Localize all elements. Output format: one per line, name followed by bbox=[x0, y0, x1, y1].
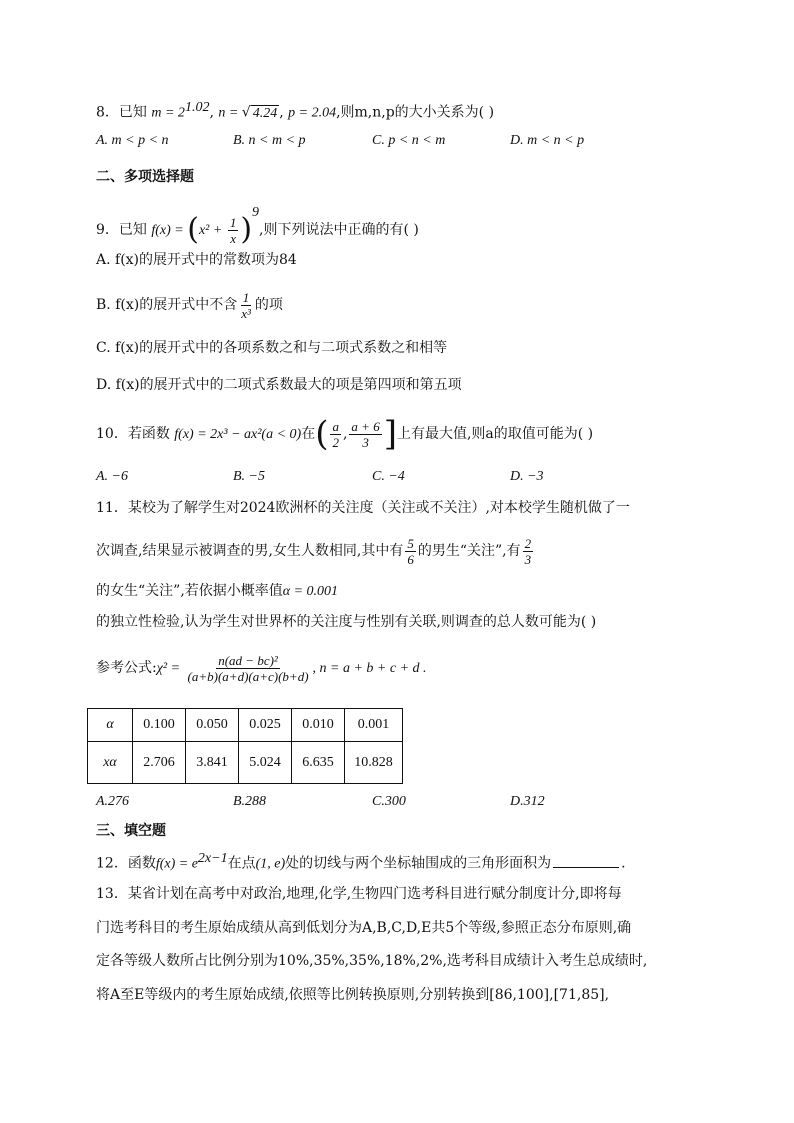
fraction-numerator: 2 bbox=[524, 535, 532, 551]
section-heading: 二、多项选择题 bbox=[96, 169, 194, 185]
math-expression: p = 2.04 bbox=[288, 105, 337, 121]
math-exponent: 1.02 bbox=[184, 100, 210, 115]
table-cell: 3.841 bbox=[186, 742, 239, 784]
table-cell: 5.024 bbox=[239, 742, 292, 784]
option-c[interactable]: C. −4 bbox=[372, 469, 405, 484]
fraction-numerator: a bbox=[332, 418, 339, 434]
question-text: 在点 bbox=[227, 855, 256, 872]
fraction-denominator: x bbox=[230, 230, 236, 246]
table-row bbox=[88, 742, 403, 784]
table-cell: 0.010 bbox=[292, 709, 345, 742]
fraction-denominator: x³ bbox=[241, 305, 251, 321]
option-c[interactable]: C.300 bbox=[372, 794, 406, 809]
answer-blank[interactable] bbox=[553, 853, 619, 868]
question-text: 在 bbox=[301, 426, 316, 442]
table-cell: 0.025 bbox=[239, 709, 292, 742]
option-a[interactable]: A.276 bbox=[96, 794, 130, 809]
question-number: 10． bbox=[96, 426, 128, 442]
question-13-text: 13．某省计划在高考中对政治,地理,化学,生物四门选考科目进行赋分制度计分,即将每 bbox=[96, 886, 622, 902]
question-9: 9．已知 f(x) = (x² + $\frac{1}{x}$ )$^9$,则下列说法中正确的有( ) bbox=[96, 205, 419, 247]
option-b[interactable]: B. −5 bbox=[233, 469, 265, 484]
option-b[interactable]: B. n < m < p bbox=[233, 133, 306, 148]
question-12 bbox=[96, 849, 626, 875]
option-b[interactable] bbox=[96, 288, 283, 322]
question-text: 处的切线与两个坐标轴围成的三角形面积为 bbox=[285, 855, 552, 872]
question-13-text: 门选考科目的考生原始成绩从高到低划分为A,B,C,D,E共5个等级,参照正态分布原则,确 bbox=[96, 920, 632, 936]
question-11-text bbox=[96, 581, 338, 602]
fraction-denominator: 3 bbox=[524, 551, 532, 567]
math-expression: f(x) = 2x³ − ax²(a < 0) bbox=[174, 427, 302, 442]
critical-value-table bbox=[87, 708, 403, 784]
math-expression: (1, e) bbox=[255, 856, 286, 872]
table-cell: 0.100 bbox=[133, 709, 186, 742]
question-text: 的女生“关注”,若依据小概率值 bbox=[96, 583, 283, 599]
fraction-denominator: 6 bbox=[407, 551, 414, 567]
option-b[interactable]: B.288 bbox=[233, 794, 267, 809]
fraction-numerator: n(ad − bc)² bbox=[218, 652, 278, 668]
question-8-options bbox=[96, 131, 696, 151]
option-text: 的项 bbox=[254, 297, 283, 313]
question-13-text: 将A至E等级内的考生原始成绩,依照等比例转换原则,分别转换到[86,100],[71,85], bbox=[96, 987, 610, 1003]
question-text: 次调查,结果显示被调查的男,女生人数相同,其中有 bbox=[96, 543, 404, 559]
math-expression: χ² = bbox=[156, 661, 184, 676]
table-row bbox=[88, 709, 403, 742]
question-text: 上有最大值,则a的取值可能为( ) bbox=[396, 426, 594, 442]
question-10-options bbox=[96, 467, 696, 487]
table-header-cell: xα bbox=[88, 742, 133, 784]
option-d[interactable]: D. f(x)的展开式中的二项式系数最大的项是第四项和第五项 bbox=[96, 377, 462, 393]
math-expression: f(x) = bbox=[151, 223, 188, 238]
option-d[interactable]: D. m < n < p bbox=[510, 133, 585, 148]
fraction-denominator: 2 bbox=[332, 434, 339, 450]
fraction-numerator: 1 bbox=[229, 214, 237, 230]
math-expression: , n = a + b + c + d . bbox=[312, 661, 427, 676]
option-d[interactable]: D. −3 bbox=[510, 469, 544, 484]
section-heading: 三、填空题 bbox=[96, 823, 166, 839]
math-exponent: 9 bbox=[252, 205, 260, 220]
math-expression: α = 0.001 bbox=[282, 584, 339, 599]
question-text: 则下列说法中正确的有( ) bbox=[263, 222, 419, 238]
fraction-numerator: a + 6 bbox=[351, 418, 380, 434]
question-text: 若函数 bbox=[127, 426, 170, 442]
question-text: . bbox=[621, 855, 626, 872]
table-cell: 0.050 bbox=[186, 709, 239, 742]
option-text: B. f(x)的展开式中不含 bbox=[96, 297, 238, 313]
question-text: 则m,n,p的大小关系为( ) bbox=[340, 104, 495, 121]
fraction-denominator: 3 bbox=[362, 434, 369, 450]
math-radicand: 4.24 bbox=[252, 105, 278, 121]
question-number: 9． bbox=[96, 222, 119, 238]
option-d[interactable]: D.312 bbox=[510, 794, 545, 809]
math-expression: m = 2 bbox=[151, 105, 185, 121]
math-expression: f(x) = e bbox=[155, 856, 198, 872]
table-cell: 2.706 bbox=[133, 742, 186, 784]
math-exponent: 2x−1 bbox=[197, 851, 228, 866]
option-a[interactable]: A. m < p < n bbox=[96, 133, 169, 148]
question-text: 已知 bbox=[118, 222, 147, 238]
fraction-numerator: 1 bbox=[242, 289, 250, 305]
question-11-options bbox=[96, 792, 696, 812]
question-text: 12．函数 bbox=[96, 855, 156, 872]
option-a[interactable]: A. f(x)的展开式中的常数项为84 bbox=[96, 252, 297, 268]
question-11-text bbox=[96, 531, 535, 571]
fraction-numerator: 5 bbox=[407, 535, 414, 551]
math-expression: n = bbox=[218, 105, 242, 121]
option-c[interactable]: C. f(x)的展开式中的各项系数之和与二项式系数之和相等 bbox=[96, 340, 448, 356]
math-expression: x² + bbox=[198, 223, 226, 238]
question-text: 的男生“关注”,有 bbox=[417, 543, 521, 559]
question-number: 8． bbox=[96, 104, 119, 121]
question-13-text: 定各等级人数所占比例分别为10%,35%,35%,18%,2%,选考科目成绩计入考生总成绩时, bbox=[96, 953, 648, 969]
option-c[interactable]: C. p < n < m bbox=[372, 133, 446, 148]
reference-formula bbox=[96, 646, 427, 691]
question-11-text: 的独立性检验,认为学生对世界杯的关注度与性别有关联,则调查的总人数可能为( ) bbox=[96, 614, 597, 630]
fraction-denominator: (a+b)(a+d)(a+c)(b+d) bbox=[187, 668, 309, 684]
table-cell: 0.001 bbox=[345, 709, 403, 742]
question-10: 10．若函数 f(x) = 2x³ − ax²(a < 0)在( $\frac{a}{2}$ , $\frac{a + 6}{3}$ ]上有最大值,则a的取值可能为( ) bbox=[96, 414, 594, 454]
table-header-cell: α bbox=[88, 709, 133, 742]
table-cell: 10.828 bbox=[345, 742, 403, 784]
question-text: 已知 bbox=[118, 104, 147, 121]
question-11-text: 11．某校为了解学生对2024欧洲杯的关注度（关注或不关注）,对本校学生随机做了一 bbox=[96, 500, 630, 516]
formula-label: 参考公式: bbox=[96, 660, 157, 676]
option-a[interactable]: A. −6 bbox=[96, 469, 128, 484]
question-8: 8．已知 $m = 2^{1.02}$, n = √ 4.24 , p = 2.04,则m,n,p的大小关系为( ) bbox=[96, 100, 495, 121]
table-cell: 6.635 bbox=[292, 742, 345, 784]
